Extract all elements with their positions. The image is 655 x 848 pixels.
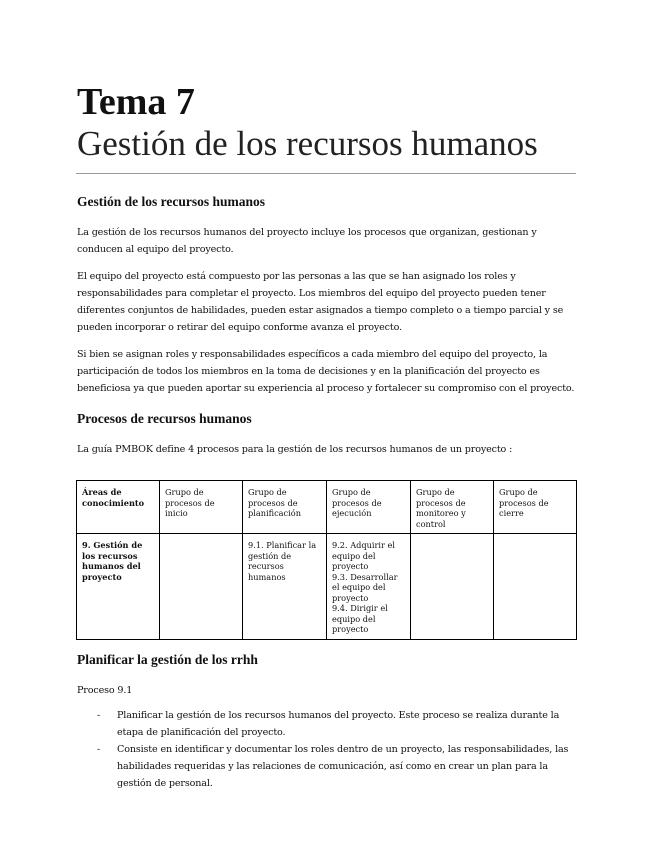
bullet-marker: -	[97, 743, 101, 755]
process-item: 9.2. Adquirir el equipo del proyecto	[332, 540, 396, 571]
title-divider	[76, 173, 576, 174]
bullet-list	[77, 707, 577, 792]
paragraph: La gestión de los recursos humanos del proyecto incluye los procesos que organizan, gestionan y conducen al equipo del proyecto.	[77, 227, 537, 255]
bullet-marker: -	[97, 709, 101, 721]
table-cell-inicio	[160, 534, 243, 640]
chapter-subtitle: Gestión de los recursos humanos	[77, 124, 538, 163]
section-heading-gestion: Gestión de los recursos humanos	[77, 194, 266, 209]
list-item	[77, 741, 577, 792]
table-header-cell: Grupo de procesos de inicio	[160, 481, 243, 534]
process-item: 9.4. Dirigir el equipo del proyecto	[332, 603, 388, 634]
processes-table	[76, 480, 577, 640]
paragraph: La guía PMBOK define 4 procesos para la gestión de los recursos humanos de un proyecto :	[77, 444, 513, 455]
list-item-text: Planificar la gestión de los recursos humanos del proyecto. Este proceso se realiza durante la etapa de planificación del proyecto.	[117, 709, 560, 738]
table-cell-planificacion: 9.1. Planificar la gestión de recursos humanos	[243, 534, 327, 640]
table-cell-monitoreo	[411, 534, 494, 640]
table-cell-ejecucion	[327, 534, 411, 640]
list-item	[77, 707, 577, 741]
chapter-title: Tema 7	[77, 81, 195, 123]
table-header-cell: Áreas de conocimiento	[77, 481, 160, 534]
list-item-text: Consiste en identificar y documentar los roles dentro de un proyecto, las responsabilidades, las habilidades requeridas y las relaciones de comunicación, así como en crear un plan para la gestión de personal.	[117, 743, 569, 789]
title-block	[77, 80, 577, 164]
table-cell-area: 9. Gestión de los recursos humanos del proyecto	[77, 534, 160, 640]
document-body	[77, 194, 577, 792]
paragraph: Si bien se asignan roles y responsabilidades específicos a cada miembro del equipo del proyecto, la participación de todos los miembros en la toma de decisiones y en la planificación del proyecto es beneficiosa ya que pueden aportar su experiencia al proceso y fortalecer su compromiso con el proyecto.	[77, 349, 575, 394]
table-header-cell: Grupo de procesos de monitoreo y control	[411, 481, 494, 534]
table-header-cell: Grupo de procesos de cierre	[494, 481, 577, 534]
section-heading-procesos: Procesos de recursos humanos	[77, 411, 252, 426]
table-header-cell: Grupo de procesos de planificación	[243, 481, 327, 534]
section-heading-planificar: Planificar la gestión de los rrhh	[77, 651, 258, 667]
paragraph: El equipo del proyecto está compuesto por las personas a las que se han asignado los roles y responsabilidades para completar el proyecto. Los miembros del equipo del proyecto pueden tener diferentes conjuntos de habilidades, pueden estar asignados a tiempo completo o a tiempo parcial y se pueden incorporar o retirar del equipo conforme avanza el proyecto.	[77, 271, 564, 333]
table-header-cell: Grupo de procesos de ejecución	[327, 481, 411, 534]
process-label: Proceso 9.1	[77, 684, 133, 696]
process-item: 9.3. Desarrollar el equipo del proyecto	[332, 571, 398, 603]
table-header-row	[77, 481, 577, 534]
table-cell-cierre	[494, 534, 577, 640]
table-row	[77, 534, 577, 640]
